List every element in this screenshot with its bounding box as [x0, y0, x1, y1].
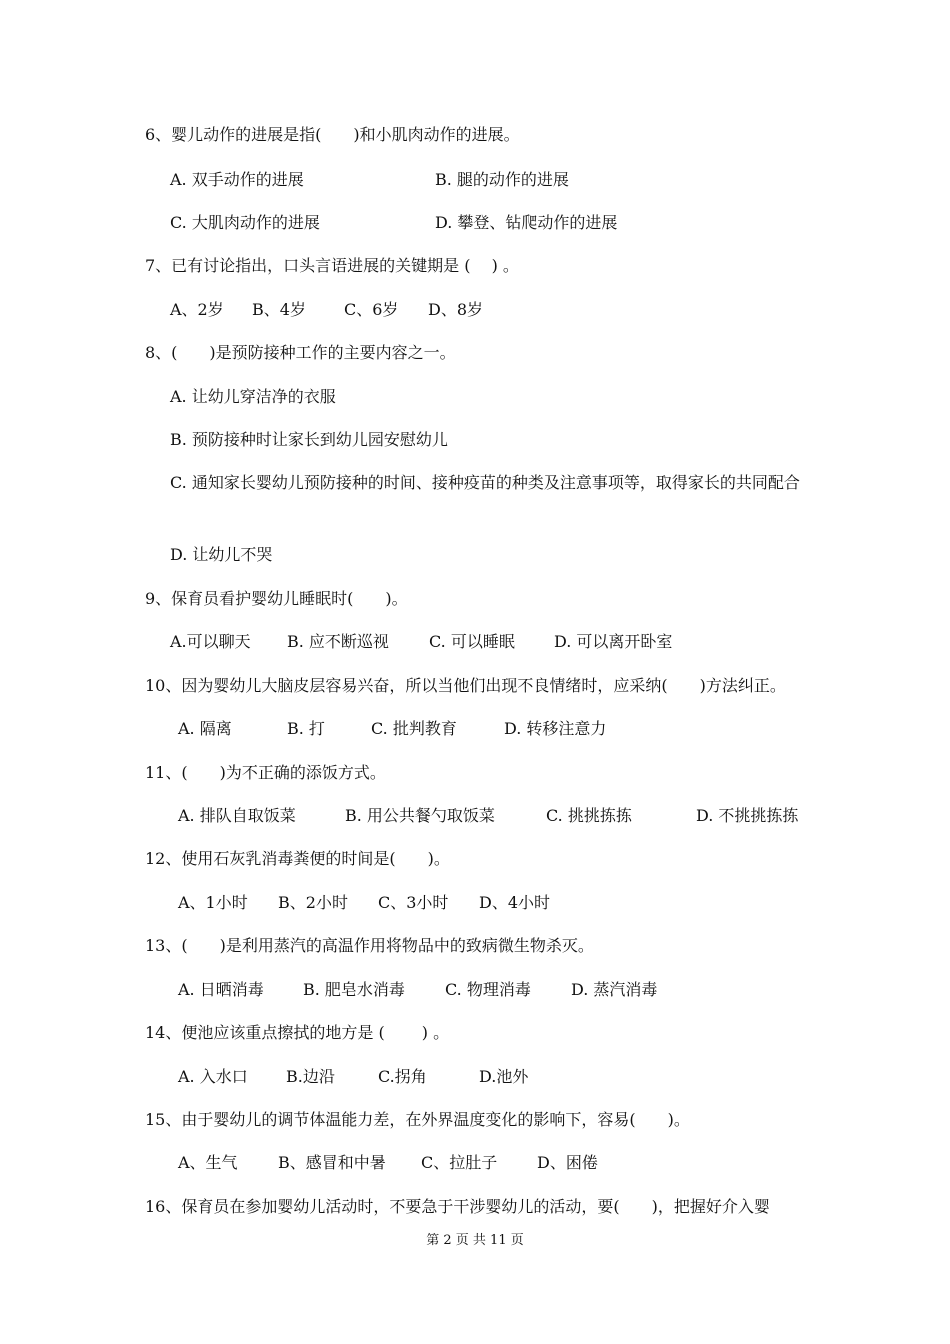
- question-13-option-d: D. 蒸汽消毒: [571, 980, 658, 999]
- question-7-option-c: C、6岁: [344, 300, 399, 319]
- question-6-option-a: A. 双手动作的进展: [170, 170, 304, 189]
- question-15-option-c: C、拉肚子: [421, 1153, 498, 1172]
- question-11-stem: 11、( )为不正确的添饭方式。: [145, 763, 386, 782]
- question-7-stem: 7、已有讨论指出，口头言语进展的关键期是 ( ) 。: [145, 256, 519, 275]
- question-6-stem: 6、婴儿动作的进展是指( )和小肌肉动作的进展。: [145, 125, 520, 144]
- question-13-option-a: A. 日晒消毒: [178, 980, 264, 999]
- question-7-option-b: B、4岁: [252, 300, 306, 319]
- question-16-stem: 16、保育员在参加婴幼儿活动时，不要急于干涉婴幼儿的活动，要( )，把握好介入婴: [145, 1197, 770, 1216]
- question-12-option-d: D、4小时: [479, 893, 551, 912]
- question-15-option-b: B、感冒和中暑: [278, 1153, 386, 1172]
- question-8-option-c: C. 通知家长婴幼儿预防接种的时间、接种疫苗的种类及注意事项等，取得家长的共同配合: [170, 473, 800, 492]
- question-10-stem: 10、因为婴幼儿大脑皮层容易兴奋，所以当他们出现不良情绪时，应采纳( )方法纠正。: [145, 676, 786, 695]
- question-9-option-d: D. 可以离开卧室: [554, 632, 673, 651]
- question-12-option-c: C、3小时: [378, 893, 449, 912]
- question-8-stem: 8、( )是预防接种工作的主要内容之一。: [145, 343, 456, 362]
- question-15-stem: 15、由于婴幼儿的调节体温能力差，在外界温度变化的影响下，容易( )。: [145, 1110, 690, 1129]
- question-10-option-b: B. 打: [287, 719, 325, 738]
- question-12-stem: 12、使用石灰乳消毒粪便的时间是( )。: [145, 849, 450, 868]
- question-8-option-d: D. 让幼儿不哭: [170, 545, 273, 564]
- question-11-option-b: B. 用公共餐勺取饭菜: [345, 806, 495, 825]
- question-7-option-a: A、2岁: [170, 300, 224, 319]
- question-6-option-d: D. 攀登、钻爬动作的进展: [435, 213, 618, 232]
- question-6-option-c: C. 大肌肉动作的进展: [170, 213, 320, 232]
- question-11-option-c: C. 挑挑拣拣: [546, 806, 632, 825]
- question-9-option-c: C. 可以睡眠: [429, 632, 515, 651]
- question-9-option-a: A.可以聊天: [170, 632, 251, 651]
- question-10-option-a: A. 隔离: [178, 719, 232, 738]
- question-15-option-d: D、困倦: [537, 1153, 598, 1172]
- question-9-stem: 9、保育员看护婴幼儿睡眠时( )。: [145, 589, 408, 608]
- question-13-stem: 13、( )是利用蒸汽的高温作用将物品中的致病微生物杀灭。: [145, 936, 594, 955]
- question-11-option-d: D. 不挑挑拣拣: [696, 806, 799, 825]
- question-12-option-b: B、2小时: [278, 893, 348, 912]
- question-14-option-c: C.拐角: [378, 1067, 427, 1086]
- question-12-option-a: A、1小时: [178, 893, 248, 912]
- page-number-footer: 第 2 页 共 11 页: [426, 1233, 524, 1248]
- question-14-option-b: B.边沿: [286, 1067, 335, 1086]
- question-11-option-a: A. 排队自取饭菜: [178, 806, 296, 825]
- question-6-option-b: B. 腿的动作的进展: [435, 170, 569, 189]
- question-14-option-d: D.池外: [479, 1067, 529, 1086]
- question-8-option-a: A. 让幼儿穿洁净的衣服: [170, 387, 336, 406]
- question-9-option-b: B. 应不断巡视: [287, 632, 389, 651]
- question-10-option-d: D. 转移注意力: [504, 719, 607, 738]
- question-10-option-c: C. 批判教育: [371, 719, 457, 738]
- question-13-option-b: B. 肥皂水消毒: [303, 980, 405, 999]
- question-14-stem: 14、便池应该重点擦拭的地方是 ( ) 。: [145, 1023, 450, 1042]
- question-15-option-a: A、生气: [178, 1153, 238, 1172]
- question-14-option-a: A. 入水口: [178, 1067, 248, 1086]
- question-7-option-d: D、8岁: [428, 300, 484, 319]
- question-8-option-b: B. 预防接种时让家长到幼儿园安慰幼儿: [170, 430, 448, 449]
- question-13-option-c: C. 物理消毒: [445, 980, 531, 999]
